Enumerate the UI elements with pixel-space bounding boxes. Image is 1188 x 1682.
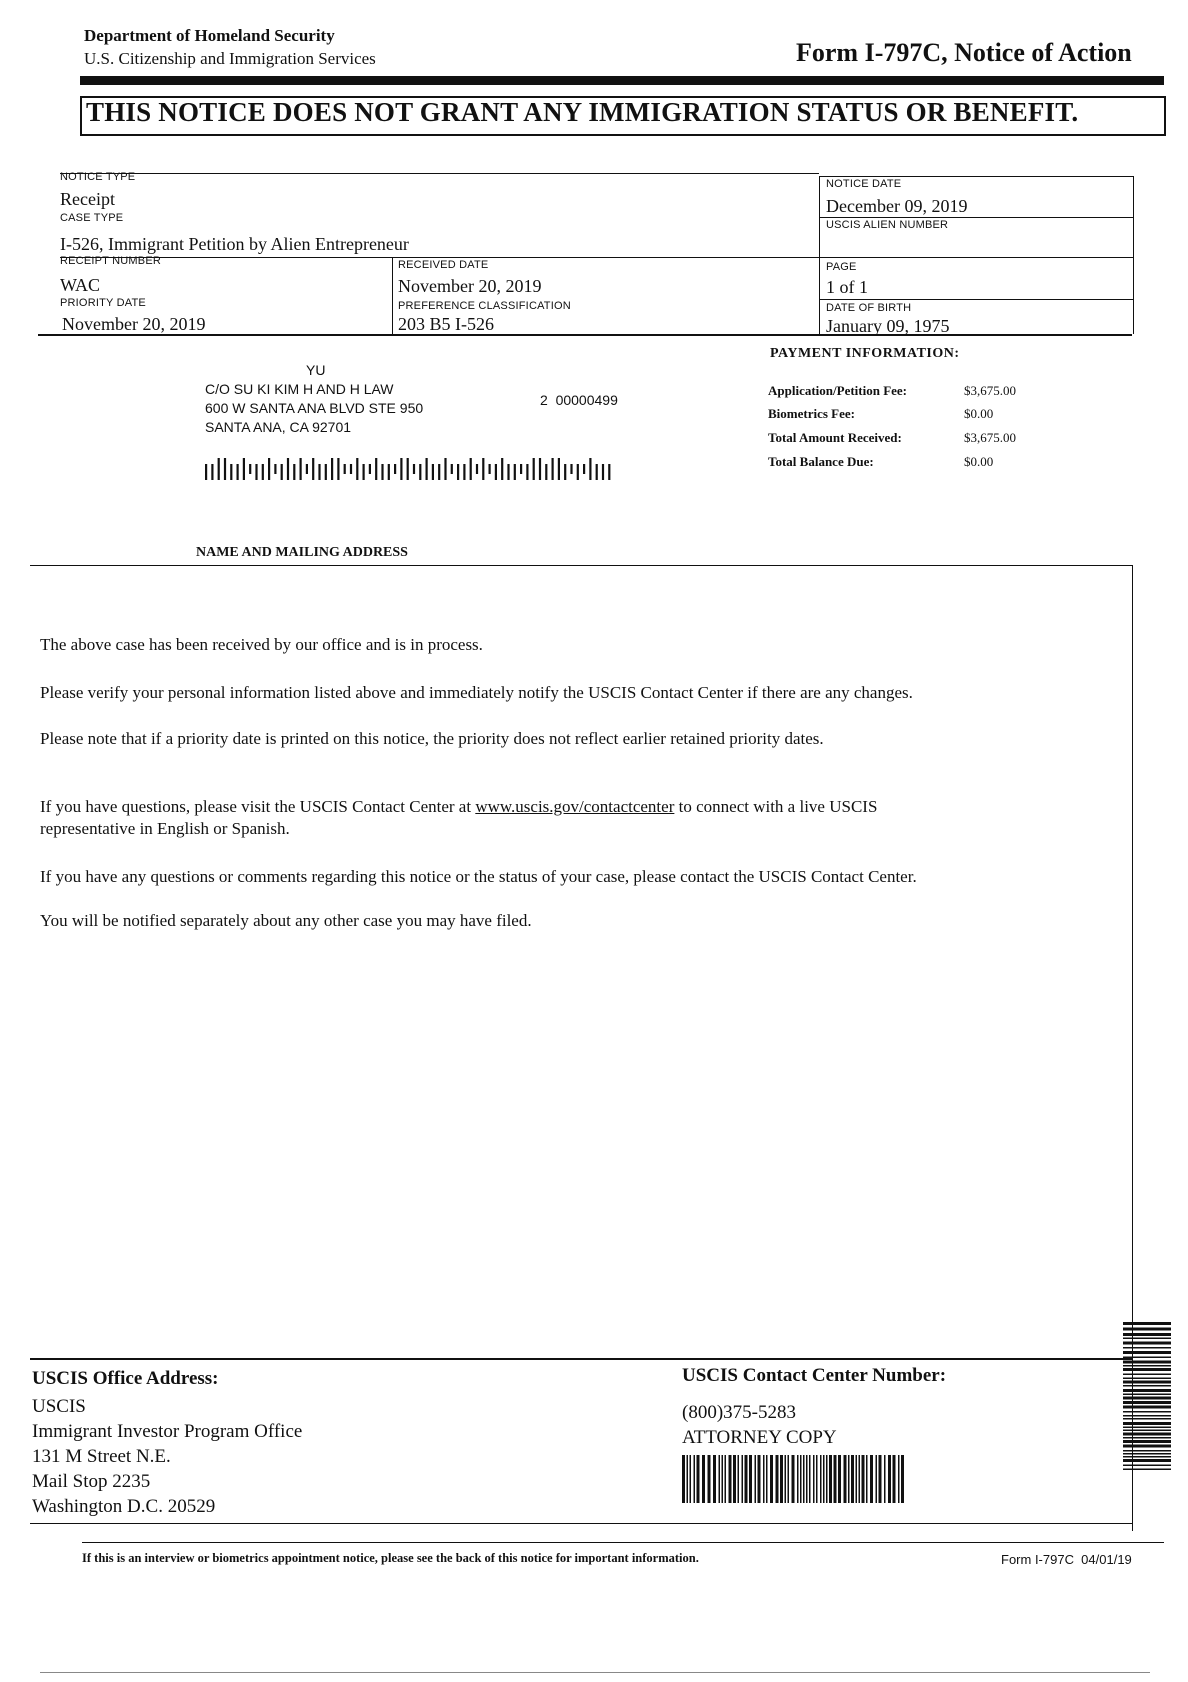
body-paragraph-6: You will be notified separately about any other case you may have filed. <box>40 911 532 930</box>
agency-name: Department of Homeland Security <box>84 26 335 45</box>
notice-date-value: December 09, 2019 <box>826 196 968 216</box>
case-type-label: CASE TYPE <box>60 212 124 224</box>
postal-barcode-icon <box>205 458 617 480</box>
payment-row-label: Biometrics Fee: <box>768 406 855 421</box>
payment-row-value: $0.00 <box>964 406 994 421</box>
dob-value: January 09, 1975 <box>826 316 950 336</box>
mailing-address-section-label: NAME AND MAILING ADDRESS <box>196 545 408 560</box>
received-date-value: November 20, 2019 <box>398 276 542 296</box>
notice-type-value: Receipt <box>60 189 115 209</box>
footer-rule <box>82 1542 1164 1543</box>
contact-center-link[interactable]: www.uscis.gov/contactcenter <box>475 797 675 816</box>
receipt-number-value: WAC <box>60 275 100 295</box>
case-type-value: I-526, Immigrant Petition by Alien Entrepreneur <box>60 234 409 254</box>
body-paragraph-4-line2: representative in English or Spanish. <box>40 819 290 838</box>
address-line-3: SANTA ANA, CA 92701 <box>205 419 352 435</box>
preference-classification-label: PREFERENCE CLASSIFICATION <box>398 300 571 312</box>
banner-text: THIS NOTICE DOES NOT GRANT ANY IMMIGRATION STATUS OR BENEFIT. <box>86 97 1079 127</box>
body-paragraph-5: If you have any questions or comments regarding this notice or the status of your case, please contact the USCIS Contact Center. <box>40 867 917 886</box>
body-paragraph-2: Please verify your personal information listed above and immediately notify the USCIS Contact Center if there are any changes. <box>40 683 913 702</box>
body-paragraph-1: The above case has been received by our office and is in process. <box>40 635 483 654</box>
header-rule <box>80 76 1164 85</box>
office-address-line-4: Mail Stop 2235 <box>32 1471 151 1492</box>
office-section-rule-top <box>30 1358 1133 1360</box>
office-address-line-2: Immigrant Investor Program Office <box>32 1421 303 1442</box>
contact-center-title: USCIS Contact Center Number: <box>682 1365 947 1386</box>
received-date-label: RECEIVED DATE <box>398 259 489 271</box>
preference-classification-value: 203 B5 I-526 <box>398 314 494 334</box>
body-paragraph-3: Please note that if a priority date is printed on this notice, the priority does not reflect earlier retained priority dates. <box>40 729 824 748</box>
recipient-name: YU <box>306 362 326 378</box>
page-bottom-rule <box>40 1672 1150 1673</box>
office-address-line-3: 131 M Street N.E. <box>32 1446 171 1467</box>
side-barcode-icon <box>1123 1322 1173 1472</box>
footer-note: If this is an interview or biometrics appointment notice, please see the back of this notice for important information. <box>82 1551 699 1565</box>
office-address-line-1: USCIS <box>32 1396 86 1417</box>
body-paragraph-4-text: If you have questions, please visit the USCIS Contact Center at <box>40 797 476 816</box>
page-label: PAGE <box>826 261 857 273</box>
payment-title: PAYMENT INFORMATION: <box>770 346 960 361</box>
document-barcode-icon <box>682 1455 904 1503</box>
payment-row-value: $3,675.00 <box>964 383 1016 398</box>
copy-type: ATTORNEY COPY <box>682 1427 837 1448</box>
address-section-rule <box>30 565 1132 566</box>
receipt-number-label: RECEIPT NUMBER <box>60 255 161 267</box>
body-paragraph-4-text-end: to connect with a live USCIS <box>674 797 878 816</box>
office-section-rule-bottom <box>30 1523 1133 1524</box>
footer-form-id: Form I-797C 04/01/19 <box>1001 1552 1132 1567</box>
notice-type-label: NOTICE TYPE <box>60 171 136 183</box>
payment-row-value: $0.00 <box>964 454 994 469</box>
office-address-line-5: Washington D.C. 20529 <box>32 1496 216 1517</box>
address-line-2: 600 W SANTA ANA BLVD STE 950 <box>205 400 424 416</box>
agency-subname: U.S. Citizenship and Immigration Services <box>84 49 376 68</box>
form-title: Form I-797C, Notice of Action <box>796 38 1132 67</box>
payment-row-label: Total Balance Due: <box>768 454 874 469</box>
priority-date-value: November 20, 2019 <box>62 314 206 334</box>
payment-row-value: $3,675.00 <box>964 430 1016 445</box>
payment-row-label: Application/Petition Fee: <box>768 383 908 398</box>
contact-center-phone: (800)375-5283 <box>682 1402 796 1423</box>
page-value: 1 of 1 <box>826 277 868 297</box>
dob-label: DATE OF BIRTH <box>826 302 912 314</box>
office-address-title: USCIS Office Address: <box>32 1368 219 1389</box>
notice-date-label: NOTICE DATE <box>826 178 902 190</box>
mailing-code: 2 00000499 <box>540 392 618 408</box>
priority-date-label: PRIORITY DATE <box>60 297 146 309</box>
address-line-1: C/O SU KI KIM H AND H LAW <box>205 381 394 397</box>
alien-number-label: USCIS ALIEN NUMBER <box>826 219 949 231</box>
payment-row-label: Total Amount Received: <box>768 430 902 445</box>
body-paragraph-4 <box>40 796 877 840</box>
